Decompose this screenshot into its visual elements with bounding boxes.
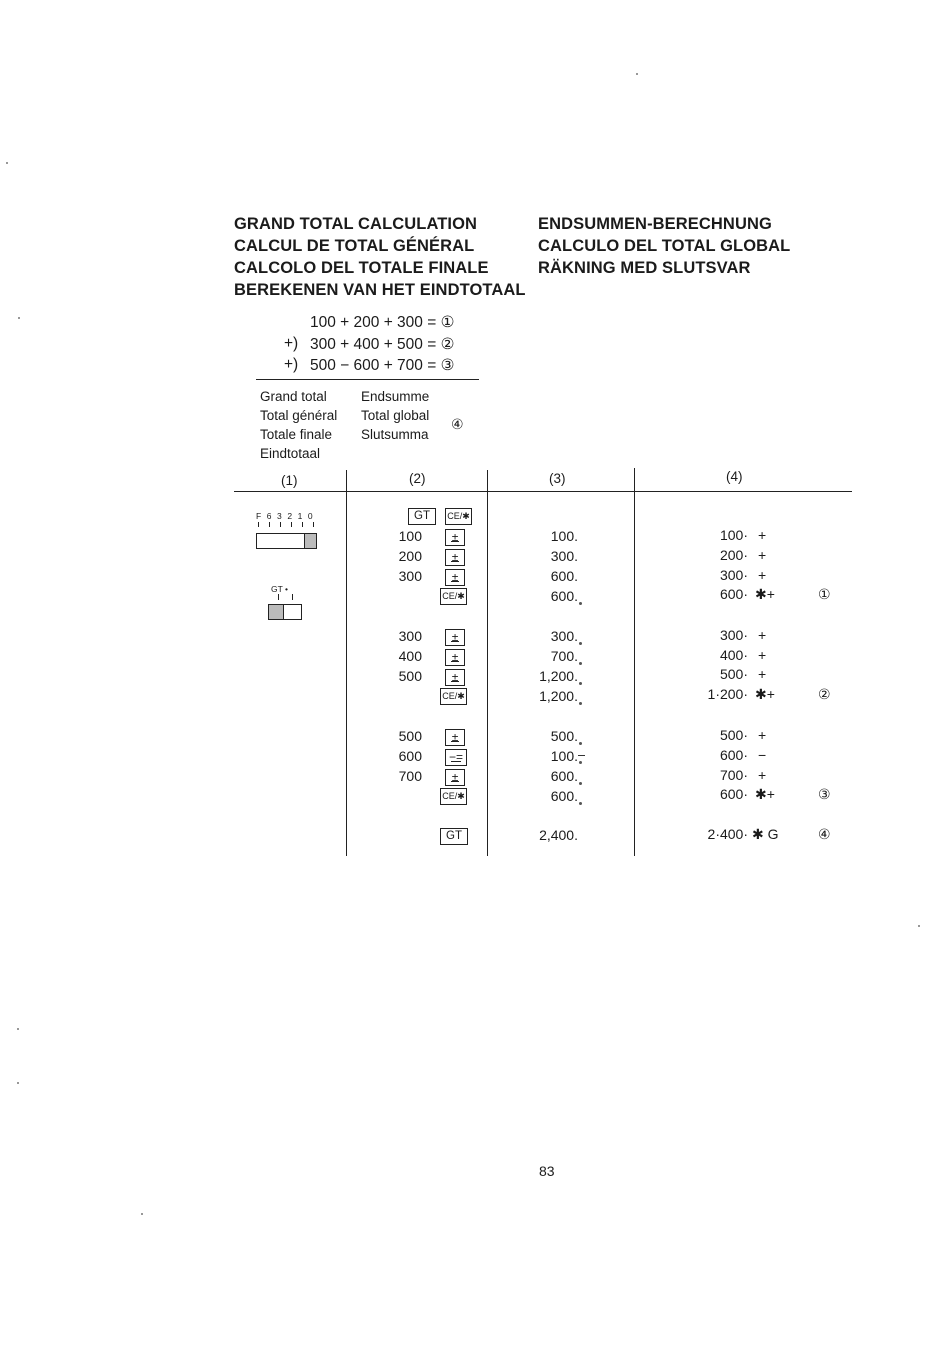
display-value: 100. <box>550 748 578 764</box>
ce-key: CE/✱ <box>440 688 467 705</box>
display-value: 1,200. <box>539 668 578 684</box>
heading-left-3: CALCOLO DEL TOTALE FINALE <box>234 259 489 277</box>
print-symbol: + <box>758 666 767 682</box>
equation-2: 300 + 400 + 500 = ② <box>310 336 455 353</box>
total-label-fr: Total général <box>260 408 338 423</box>
total-label-it: Totale finale <box>260 427 333 442</box>
scan-speck <box>6 162 8 164</box>
gt-switch-knob <box>269 605 284 619</box>
plus-equal-key: ± <box>445 569 465 586</box>
col2-value: 700 <box>398 768 422 784</box>
gt-switch <box>268 584 308 624</box>
display-value: 300. <box>550 628 578 644</box>
scan-speck <box>17 1028 19 1030</box>
total-label-es: Total global <box>361 408 430 423</box>
gt-switch-slot <box>268 604 302 620</box>
display-indicator-dot <box>579 662 582 665</box>
plus-equal-key: ± <box>445 629 465 646</box>
plus-equal-key: ± <box>445 649 465 666</box>
display-indicator-dot <box>579 602 582 605</box>
ce-key: CE/✱ <box>445 508 472 525</box>
print-value: 100· <box>719 527 748 543</box>
display-value: 300. <box>550 548 578 564</box>
display-indicator-dot <box>579 702 582 705</box>
result-marker-1: ① <box>818 586 831 602</box>
col2-value: 500 <box>398 728 422 744</box>
scan-speck <box>18 317 20 319</box>
display-value: 600. <box>550 768 578 784</box>
result-marker-4: ④ <box>818 826 831 842</box>
print-symbol: + <box>758 567 767 583</box>
display-indicator-dot <box>579 802 582 805</box>
equation-3: 500 − 600 + 700 = ③ <box>310 357 455 374</box>
scan-speck <box>918 925 920 927</box>
heading-right-3: RÄKNING MED SLUTSVAR <box>538 259 751 277</box>
plus-equal-key: ± <box>445 529 465 546</box>
print-value: 600· <box>719 747 748 763</box>
total-label-de: Endsumme <box>361 389 430 404</box>
gt-switch-label: GT • <box>271 584 288 594</box>
column-header-4: (4) <box>726 469 743 484</box>
col2-value: 400 <box>398 648 422 664</box>
col2-value: 100 <box>398 528 422 544</box>
ce-key: CE/✱ <box>440 588 467 605</box>
display-value: 100. <box>550 528 578 544</box>
col2-value: 300 <box>398 568 422 584</box>
decimal-switch-labels: F 6 3 2 1 0 <box>256 511 315 521</box>
display-value: 600. <box>550 588 578 604</box>
display-value: 2,400. <box>539 827 578 843</box>
display-indicator-dot <box>579 782 582 785</box>
heading-left-4: BEREKENEN VAN HET EINDTOTAAL <box>234 281 526 299</box>
total-label-nl: Eindtotaal <box>260 446 321 461</box>
col2-value: 500 <box>398 668 422 684</box>
plus-equal-key: ± <box>445 669 465 686</box>
col2-value: 600 <box>398 748 422 764</box>
decimal-switch <box>256 511 318 551</box>
print-value: 500· <box>719 666 748 682</box>
heading-left-2: CALCUL DE TOTAL GÉNÉRAL <box>234 237 475 255</box>
column-divider-2 <box>487 470 488 856</box>
minus-equal-key: −= <box>445 749 467 766</box>
display-indicator-dot <box>579 761 582 764</box>
decimal-switch-slot <box>256 533 317 549</box>
display-indicator-dot <box>579 642 582 645</box>
result-marker-2: ② <box>818 686 831 702</box>
page-number: 83 <box>539 1163 555 1179</box>
plus-equal-key: ± <box>445 769 465 786</box>
display-value: 500. <box>550 728 578 744</box>
gt-key: GT <box>408 508 436 525</box>
column-divider-1 <box>346 470 347 856</box>
display-indicator-dot <box>579 682 582 685</box>
print-symbol: + <box>758 527 767 543</box>
gt-key: GT <box>440 828 468 845</box>
print-value: 300· <box>719 567 748 583</box>
equation-2-prefix: +) <box>284 335 299 352</box>
print-value: 400· <box>719 647 748 663</box>
heading-right-2: CALCULO DEL TOTAL GLOBAL <box>538 237 791 255</box>
display-value: 600. <box>550 568 578 584</box>
plus-equal-key: ± <box>445 549 465 566</box>
display-value: 600. <box>550 788 578 804</box>
scan-speck <box>17 1082 19 1084</box>
print-symbol: + <box>758 767 767 783</box>
column-divider-3 <box>634 468 635 856</box>
decimal-switch-ticks <box>258 522 314 527</box>
print-symbol: − <box>758 747 767 763</box>
print-value: 2·400· <box>707 826 748 842</box>
print-symbol: + <box>758 627 767 643</box>
column-header-1: (1) <box>281 473 298 488</box>
ce-key: CE/✱ <box>440 788 467 805</box>
equation-3-prefix: +) <box>284 356 299 373</box>
result-marker-3: ③ <box>818 786 831 802</box>
total-marker: ④ <box>451 416 464 432</box>
print-value: 200· <box>719 547 748 563</box>
print-symbol: ✱+ <box>755 586 775 602</box>
print-symbol: + <box>758 647 767 663</box>
equation-1: 100 + 200 + 300 = ① <box>310 314 455 331</box>
print-symbol: ✱ G <box>752 826 779 842</box>
minus-indicator <box>578 755 585 756</box>
column-header-3: (3) <box>549 471 566 486</box>
scan-speck <box>636 73 638 75</box>
equation-sum-line <box>256 379 479 380</box>
print-symbol: + <box>758 727 767 743</box>
display-value: 700. <box>550 648 578 664</box>
heading-right-1: ENDSUMMEN-BERECHNUNG <box>538 215 772 233</box>
total-label-sv: Slutsumma <box>361 427 429 442</box>
print-symbol: ✱+ <box>755 686 775 702</box>
plus-equal-key: ± <box>445 729 465 746</box>
print-symbol: + <box>758 547 767 563</box>
print-value: 500· <box>719 727 748 743</box>
table-header-line <box>234 491 852 492</box>
total-label-en: Grand total <box>260 389 327 404</box>
scan-speck <box>141 1213 143 1215</box>
col2-value: 300 <box>398 628 422 644</box>
print-value: 300· <box>719 627 748 643</box>
print-value: 1·200· <box>707 686 748 702</box>
gt-switch-ticks <box>278 594 295 600</box>
decimal-switch-knob <box>304 534 316 548</box>
display-value: 1,200. <box>539 688 578 704</box>
print-value: 600· <box>719 786 748 802</box>
display-indicator-dot <box>579 742 582 745</box>
print-symbol: ✱+ <box>755 786 775 802</box>
print-value: 700· <box>719 767 748 783</box>
col2-value: 200 <box>398 548 422 564</box>
heading-left-1: GRAND TOTAL CALCULATION <box>234 215 478 233</box>
column-header-2: (2) <box>409 471 426 486</box>
print-value: 600· <box>719 586 748 602</box>
